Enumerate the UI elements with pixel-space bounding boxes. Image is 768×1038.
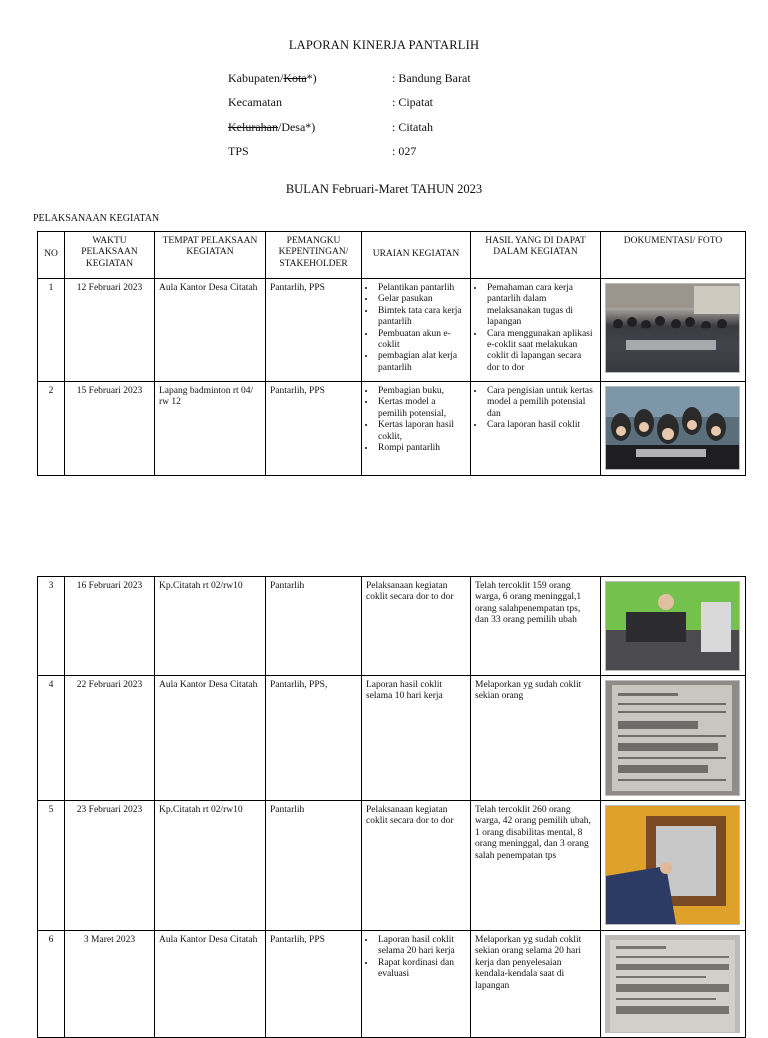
activity-table-page-1: [37, 231, 746, 476]
meta-row-kabupaten: Kabupaten/Kota*) : Bandung Barat: [228, 70, 471, 85]
table-row: 1 12 Februari 2023 Aula Kantor Desa Citatah Pantarlih, PPS • Pelantikan pantarlih • Gelar pasukan • Bimtek tata cara kerja pantarlih • Pembuatan akun e-coklit • pembagian alat kerja pantarlih • Pemahaman cara kerja pantarlih dalam melaksanakan tugas di lapangan • Cara menggunakan aplikasi e-coklit saat melakukan coklit di lapangan secara dor to dor: [38, 279, 746, 382]
table-row: 2 15 Februari 2023 Lapang badminton rt 04/ rw 12 Pantarlih, PPS • Pembagian buku, • Kertas model a pemilih potensial, • Kertas laporan hasil coklit, • Rompi pantarlih • Cara pengisian untuk kertas model a pemilih potensial dan • Cara laporan hasil coklit: [38, 382, 746, 476]
meta-row-tps: TPS : 027: [228, 144, 417, 159]
meta-value-tps: : 027: [392, 144, 417, 159]
photo-illustration: [606, 681, 739, 795]
header-hasil: HASIL YANG DI DAPAT DALAM KEGIATAN: [471, 232, 601, 279]
report-title: LAPORAN KINERJA PANTARLIH: [288, 38, 480, 52]
photo-illustration: [606, 806, 739, 924]
photo-illustration: [606, 582, 739, 670]
meta-value-kecamatan: : Cipatat: [392, 95, 433, 110]
document-photo: [605, 935, 740, 1033]
table-header-row: [38, 232, 746, 279]
activity-photo: [605, 805, 740, 925]
activity-photo: [605, 581, 740, 671]
header-dokumentasi: DOKUMENTASI/ FOTO: [601, 232, 746, 279]
activity-photo: [605, 283, 740, 373]
photo-illustration: [606, 387, 739, 469]
activity-photo: [605, 386, 740, 470]
report-meta: [228, 66, 471, 164]
meta-row-desa: Kelurahan/Desa*) : Citatah: [228, 119, 433, 134]
table-row: 3 16 Februari 2023 Kp.Citatah rt 02/rw10 Pantarlih Pelaksanaan kegiatan coklit secara dor to dor Telah tercoklit 159 orang warga, 6 orang meninggal,1 orang salahpenempatan tps, dan 33 orang pemilih ubah: [38, 577, 746, 676]
header-tempat: TEMPAT PELAKSAAN KEGIATAN: [155, 232, 266, 279]
report-period: BULAN Februari-Maret TAHUN 2023: [285, 182, 483, 196]
header-uraian: URAIAN KEGIATAN: [362, 232, 471, 279]
photo-illustration: [606, 936, 739, 1032]
meta-row-kecamatan: Kecamatan : Cipatat: [228, 95, 433, 110]
table-row: 5 23 Februari 2023 Kp.Citatah rt 02/rw10 Pantarlih Pelaksanaan kegiatan coklit secara dor to dor Telah tercoklit 260 orang warga, 42 orang pemilih ubah, 1 orang disabilitas mental, 8 orang meninggal, dan 3 orang salah penempatan tps: [38, 801, 746, 931]
meta-value-kabupaten: : Bandung Barat: [392, 70, 471, 85]
meta-value-desa: : Citatah: [392, 119, 433, 134]
table-row: 4 22 Februari 2023 Aula Kantor Desa Citatah Pantarlih, PPS, Laporan hasil coklit selama 10 hari kerja Melaporkan yg sudah coklit sekian orang: [38, 676, 746, 801]
photo-illustration: [606, 284, 739, 372]
table-row: 6 3 Maret 2023 Aula Kantor Desa Citatah Pantarlih, PPS • Laporan hasil coklit selama 20 hari kerja • Rapat kordinasi dan evaluasi Melaporkan yg sudah coklit sekian orang selama 20 hari kerja dan penyelesaian kendala-kendala saat di lapangan: [38, 931, 746, 1038]
header-pemangku: PEMANGKU KEPENTINGAN/ STAKEHOLDER: [266, 232, 362, 279]
activity-table-page-2: [37, 576, 746, 1038]
section-heading: PELAKSANAAN KEGIATAN: [33, 213, 160, 224]
header-no: NO: [38, 232, 65, 279]
document-photo: [605, 680, 740, 796]
header-waktu: WAKTU PELAKSAAN KEGIATAN: [65, 232, 155, 279]
